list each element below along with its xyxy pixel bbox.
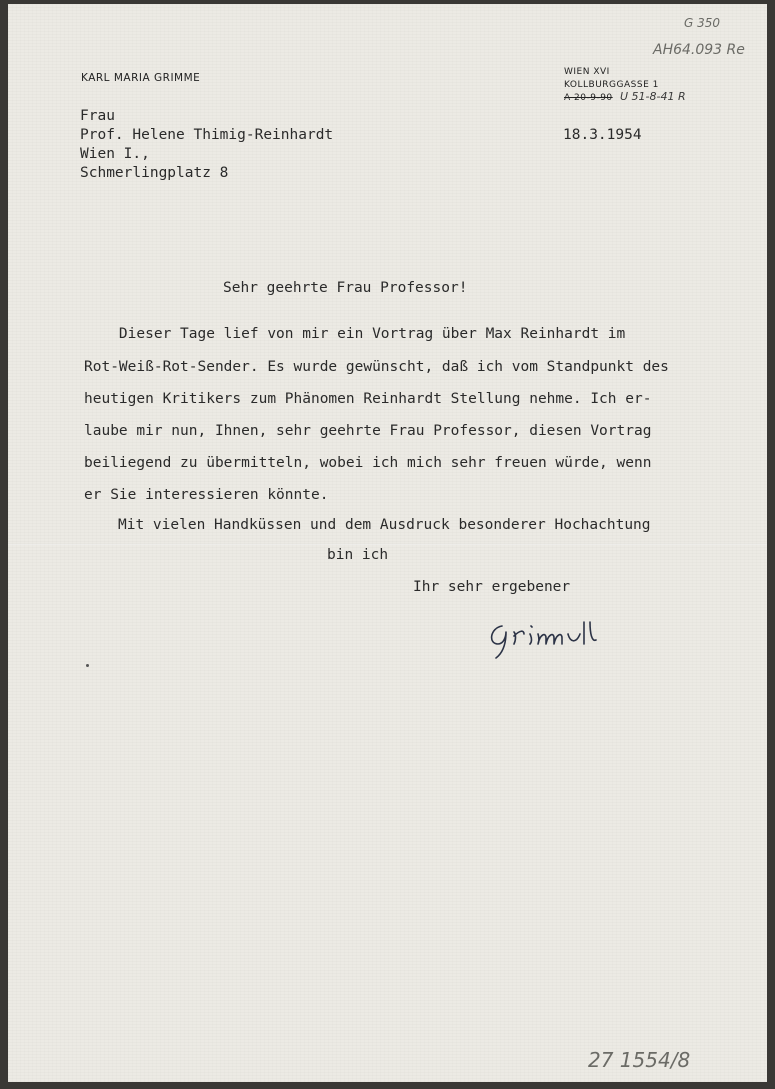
archive-ref-mid: AH64.093 Re <box>653 42 745 58</box>
archive-ref-top: G 350 <box>684 16 721 30</box>
recipient-line-1: Frau <box>80 108 115 124</box>
signature <box>484 614 624 664</box>
closing-line-2: bin ich <box>327 547 389 563</box>
recipient-line-4: Schmerlingplatz 8 <box>80 165 229 181</box>
phone-old: A 20-9-90 <box>564 93 613 103</box>
body-line-3: heutigen Kritikers zum Phänomen Reinhardt Stellung nehme. Ich er- <box>84 391 652 407</box>
sender-name: KARL MARIA GRIMME <box>81 72 201 84</box>
body-line-6: er Sie interessieren könnte. <box>84 487 329 503</box>
address-line-2: KOLLBURGGASSE 1 <box>564 80 659 90</box>
archive-ref-bottom: 27 1554/8 <box>588 1048 691 1072</box>
letter-date: 18.3.1954 <box>563 127 642 143</box>
recipient-line-3: Wien I., <box>80 146 150 162</box>
letter-page <box>8 4 767 1082</box>
closing-line-1: Mit vielen Handküssen und dem Ausdruck besonderer Hochachtung <box>118 517 651 533</box>
body-line-5: beiliegend zu übermitteln, wobei ich mich sehr freuen würde, wenn <box>84 455 652 471</box>
signature-graphic <box>484 614 624 664</box>
paper-fold <box>8 543 767 545</box>
body-line-1: Dieser Tage lief von mir ein Vortrag über Max Reinhardt im <box>84 326 626 342</box>
ink-dot <box>86 664 89 667</box>
salutation: Sehr geehrte Frau Professor! <box>223 280 468 296</box>
phone-new: U 51-8-41 R <box>620 90 686 103</box>
closing-line-3: Ihr sehr ergebener <box>413 579 571 595</box>
body-line-4: laube mir nun, Ihnen, sehr geehrte Frau Professor, diesen Vortrag <box>84 423 652 439</box>
address-line-1: WIEN XVI <box>564 67 610 77</box>
body-line-2: Rot-Weiß-Rot-Sender. Es wurde gewünscht, daß ich vom Standpunkt des <box>84 359 669 375</box>
recipient-line-2: Prof. Helene Thimig-Reinhardt <box>80 127 334 143</box>
